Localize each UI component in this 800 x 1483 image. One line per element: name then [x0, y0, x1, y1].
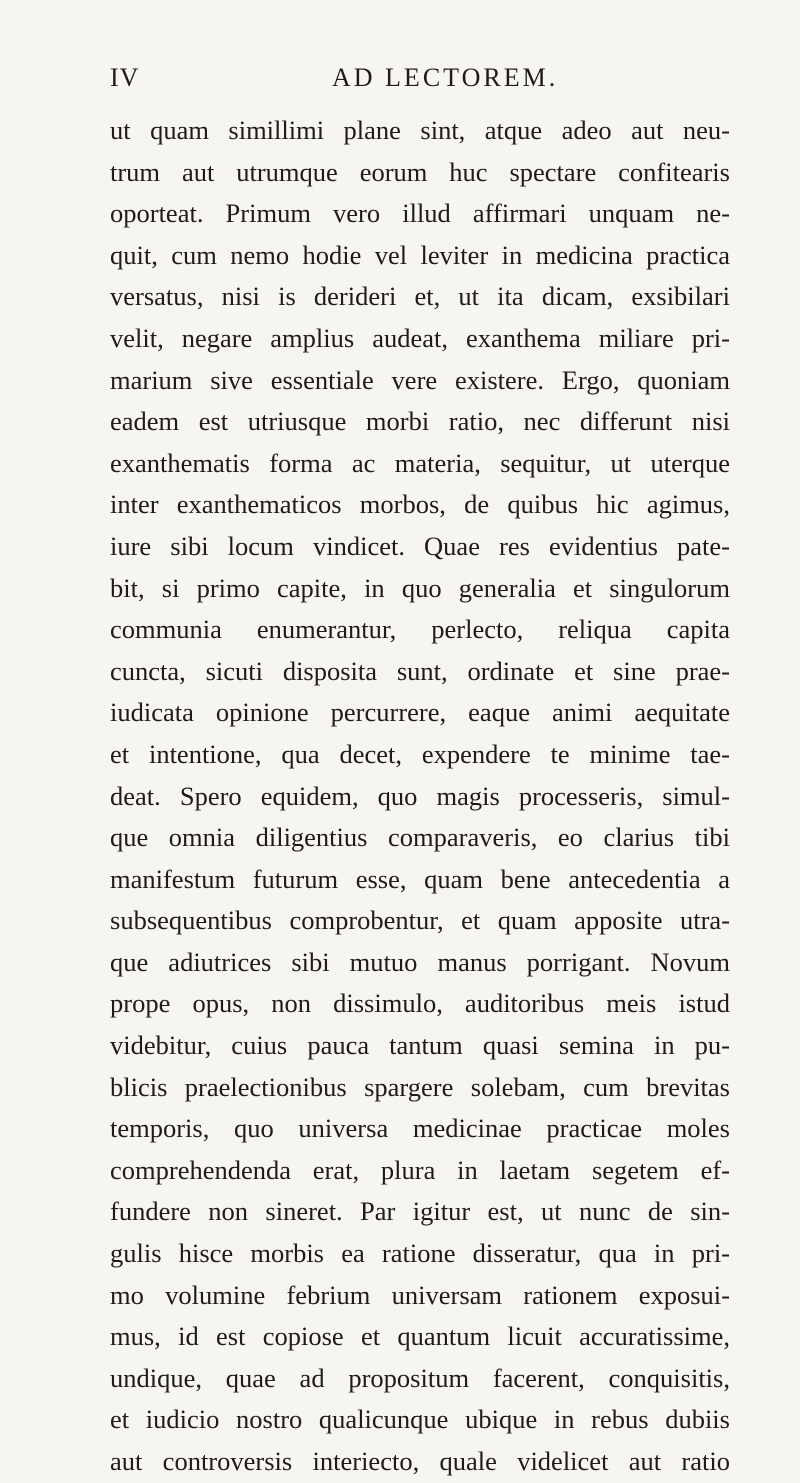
text-line: communia enumerantur, perlecto, reliqua capita [110, 614, 730, 645]
text-line: bit, si primo capite, in quo generalia et singulorum [110, 572, 730, 603]
body-text [110, 110, 730, 1483]
text-line: versatus, nisi is derideri et, ut ita dicam, exsibilari [110, 281, 730, 312]
text-line: comprehendenda erat, plura in laetam segetem ef- [110, 1154, 730, 1185]
text-line: mus, id est copiose et quantum licuit accuratissime, [110, 1321, 730, 1352]
text-line: gulis hisce morbis ea ratione disseratur, qua in pri- [110, 1238, 730, 1269]
text-line: quit, cum nemo hodie vel leviter in medicina practica [110, 239, 730, 270]
text-line: marium sive essentiale vere existere. Ergo, quoniam [110, 364, 730, 395]
text-line: inter exanthematicos morbos, de quibus hic agimus, [110, 489, 730, 520]
text-line: manifestum futurum esse, quam bene antecedentia a [110, 863, 730, 894]
text-line: que adiutrices sibi mutuo manus porrigant. Novum [110, 946, 730, 977]
text-line: exanthematis forma ac materia, sequitur, ut uterque [110, 447, 730, 478]
running-head: AD LECTOREM. [332, 63, 559, 92]
text-line: et intentione, qua decet, expendere te minime tae- [110, 738, 730, 769]
text-line: temporis, quo universa medicinae practicae moles [110, 1113, 730, 1144]
text-line: ut quam simillimi plane sint, atque adeo aut neu- [110, 115, 730, 145]
text-line: eadem est utriusque morbi ratio, nec differunt nisi [110, 406, 730, 437]
text-line: et iudicio nostro qualicunque ubique in rebus dubiis [110, 1404, 730, 1435]
text-line: cuncta, sicuti disposita sunt, ordinate et sine prae- [110, 655, 730, 686]
page-header [110, 63, 730, 103]
text-line: blicis praelectionibus spargere solebam, cum brevitas [110, 1071, 730, 1102]
text-line: prope opus, non dissimulo, auditoribus meis istud [110, 988, 730, 1019]
text-line: trum aut utrumque eorum huc spectare confitearis [110, 156, 730, 187]
text-line: deat. Spero equidem, quo magis processeris, simul- [110, 780, 730, 811]
text-line: oporteat. Primum vero illud affirmari unquam ne- [110, 198, 730, 229]
text-line: mo volumine febrium universam rationem exposui- [110, 1279, 730, 1310]
text-line: videbitur, cuius pauca tantum quasi semina in pu- [110, 1030, 730, 1061]
text-line: undique, quae ad propositum facerent, conquisitis, [110, 1362, 730, 1393]
text-line: iudicata opinione percurrere, eaque animi aequitate [110, 697, 730, 728]
page-number: IV [110, 63, 140, 92]
text-line: que omnia diligentius comparaveris, eo clarius tibi [110, 822, 730, 853]
text-line: fundere non sineret. Par igitur est, ut nunc de sin- [110, 1196, 730, 1227]
text-line: subsequentibus comprobentur, et quam apposite utra- [110, 905, 730, 936]
text-line: aut controversis interiecto, quale videlicet aut ratio [110, 1446, 730, 1476]
text-line: iure sibi locum vindicet. Quae res evidentius pate- [110, 530, 730, 561]
text-line: velit, negare amplius audeat, exanthema miliare pri- [110, 322, 730, 353]
